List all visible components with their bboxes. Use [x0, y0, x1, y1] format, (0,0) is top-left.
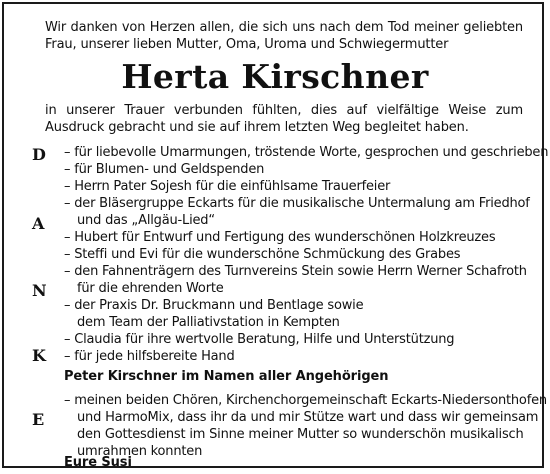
- danke-letter-n: N: [32, 281, 47, 300]
- danke-letter-d: D: [32, 145, 46, 164]
- mid-text: in unserer Trauer verbunden fühlten, dies auf vielfältige Weise zum Ausdruck gebracht und sie auf ihrem letzten Weg begleitet haben.: [45, 103, 523, 135]
- thanks-line: – der Praxis Dr. Bruckmann und Bentlage sowie: [64, 298, 364, 313]
- thanks-line: – Steffi und Evi für die wunderschöne Schmückung des Grabes: [64, 247, 461, 262]
- thanks-line: – für Blumen- und Geldspenden: [64, 162, 265, 177]
- thanks-line-continuation: den Gottesdienst im Sinne meiner Mutter so wunderschön musikalisch: [77, 427, 524, 442]
- intro-text: Wir danken von Herzen allen, die sich uns nach dem Tod meiner geliebten Frau, unserer lieben Mutter, Oma, Uroma und Schwiegermutter: [45, 20, 523, 52]
- thanks-line-continuation: und das „Allgäu-Lied“: [77, 213, 215, 228]
- thanks-line: – meinen beiden Chören, Kirchenchorgemeinschaft Eckarts-Niedersonthofen: [64, 393, 547, 408]
- thanks-line: – den Fahnenträgern des Turnvereins Stein sowie Herrn Werner Schafroth: [64, 264, 527, 279]
- thanks-line-continuation: dem Team der Palliativstation in Kempten: [77, 315, 340, 330]
- thanks-line-continuation: umrahmen konnten: [77, 444, 203, 459]
- danke-letter-a: A: [32, 214, 45, 233]
- thanks-line: – für jede hilfsbereite Hand: [64, 349, 235, 364]
- danke-letter-k: K: [32, 346, 46, 365]
- thanks-line-continuation: und HarmoMix, dass ihr da und mir Stütze wart und dass wir gemeinsam: [77, 410, 539, 425]
- thanks-line: – für liebevolle Umarmungen, tröstende Worte, gesprochen und geschrieben: [64, 145, 549, 160]
- thanks-line: – Herrn Pater Sojesh für die einfühlsame Trauerfeier: [64, 179, 391, 194]
- thanks-line: – Claudia für ihre wertvolle Beratung, Hilfe und Unterstützung: [64, 332, 455, 347]
- thanks-line: – der Bläsergruppe Eckarts für die musikalische Untermalung am Friedhof: [64, 196, 530, 211]
- thanks-line: – Hubert für Entwurf und Fertigung des wunderschönen Holzkreuzes: [64, 230, 496, 245]
- deceased-name: Herta Kirschner: [121, 57, 429, 96]
- thanks-line-continuation: für die ehrenden Worte: [77, 281, 224, 296]
- signature-susi: Eure Susi: [64, 455, 132, 470]
- signature-peter: Peter Kirschner im Namen aller Angehörigen: [64, 369, 389, 384]
- danke-letter-e: E: [32, 410, 45, 429]
